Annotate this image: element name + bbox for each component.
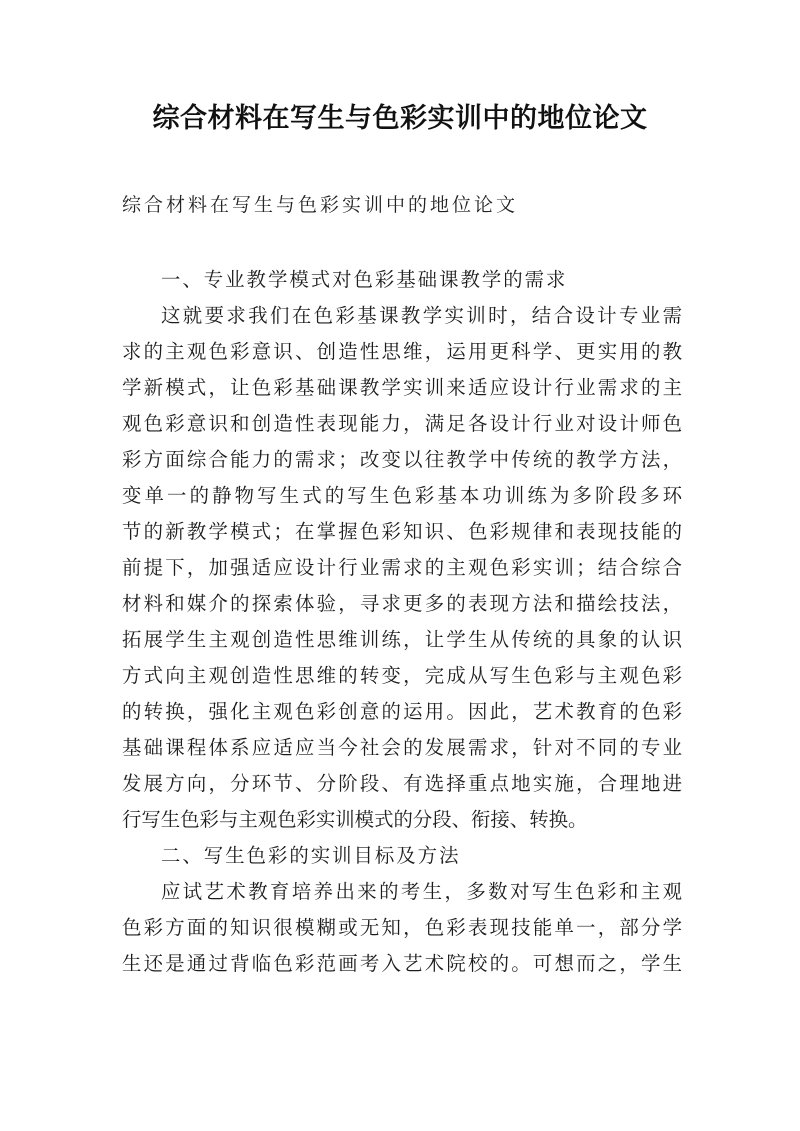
paragraph-line: 拓展学生主观创造性思维训练，让学生从传统的具象的认识: [122, 628, 682, 651]
document-subtitle: 综合材料在写生与色彩实训中的地位论文: [122, 194, 519, 216]
paragraph-line: 学新模式，让色彩基础课教学实训来适应设计行业需求的主: [122, 376, 682, 399]
paragraph-line: 发展方向，分环节、分阶段、有选择重点地实施，合理地进: [122, 772, 682, 795]
paragraph-line: 前提下，加强适应设计行业需求的主观色彩实训；结合综合: [122, 556, 682, 579]
paragraph-line: 应试艺术教育培养出来的考生，多数对写生色彩和主观: [161, 880, 682, 903]
paragraph-line: 这就要求我们在色彩基课教学实训时，结合设计专业需: [161, 304, 682, 327]
paragraph-line: 变单一的静物写生式的写生色彩基本功训练为多阶段多环: [122, 484, 682, 507]
paragraph-line: 行写生色彩与主观色彩实训模式的分段、衔接、转换。: [122, 808, 588, 831]
paragraph-line: 观色彩意识和创造性表现能力，满足各设计行业对设计师色: [122, 412, 682, 435]
document-body: [122, 262, 682, 982]
paragraph-line: 彩方面综合能力的需求；改变以往教学中传统的教学方法，: [122, 448, 682, 471]
paragraph-line: 材料和媒介的探索体验，寻求更多的表现方法和描绘技法，: [122, 592, 682, 615]
paragraph-line: 基础课程体系应适应当今社会的发展需求，针对不同的专业: [122, 736, 682, 759]
section-heading: 二、写生色彩的实训目标及方法: [161, 844, 461, 867]
paragraph-line: 方式向主观创造性思维的转变，完成从写生色彩与主观色彩: [122, 664, 682, 687]
paragraph-line: 色彩方面的知识很模糊或无知，色彩表现技能单一，部分学: [122, 916, 682, 939]
document-title: 综合材料在写生与色彩实训中的地位论文: [152, 103, 648, 134]
paragraph-line: 的转换，强化主观色彩创意的运用。因此，艺术教育的色彩: [122, 700, 682, 723]
paragraph-line: 节的新教学模式；在掌握色彩知识、色彩规律和表现技能的: [122, 520, 682, 543]
paragraph-line: 生还是通过背临色彩范画考入艺术院校的。可想而之，学生: [122, 952, 682, 975]
paragraph-line: 求的主观色彩意识、创造性思维，运用更科学、更实用的教: [122, 340, 682, 363]
section-heading: 一、专业教学模式对色彩基础课教学的需求: [161, 268, 568, 291]
